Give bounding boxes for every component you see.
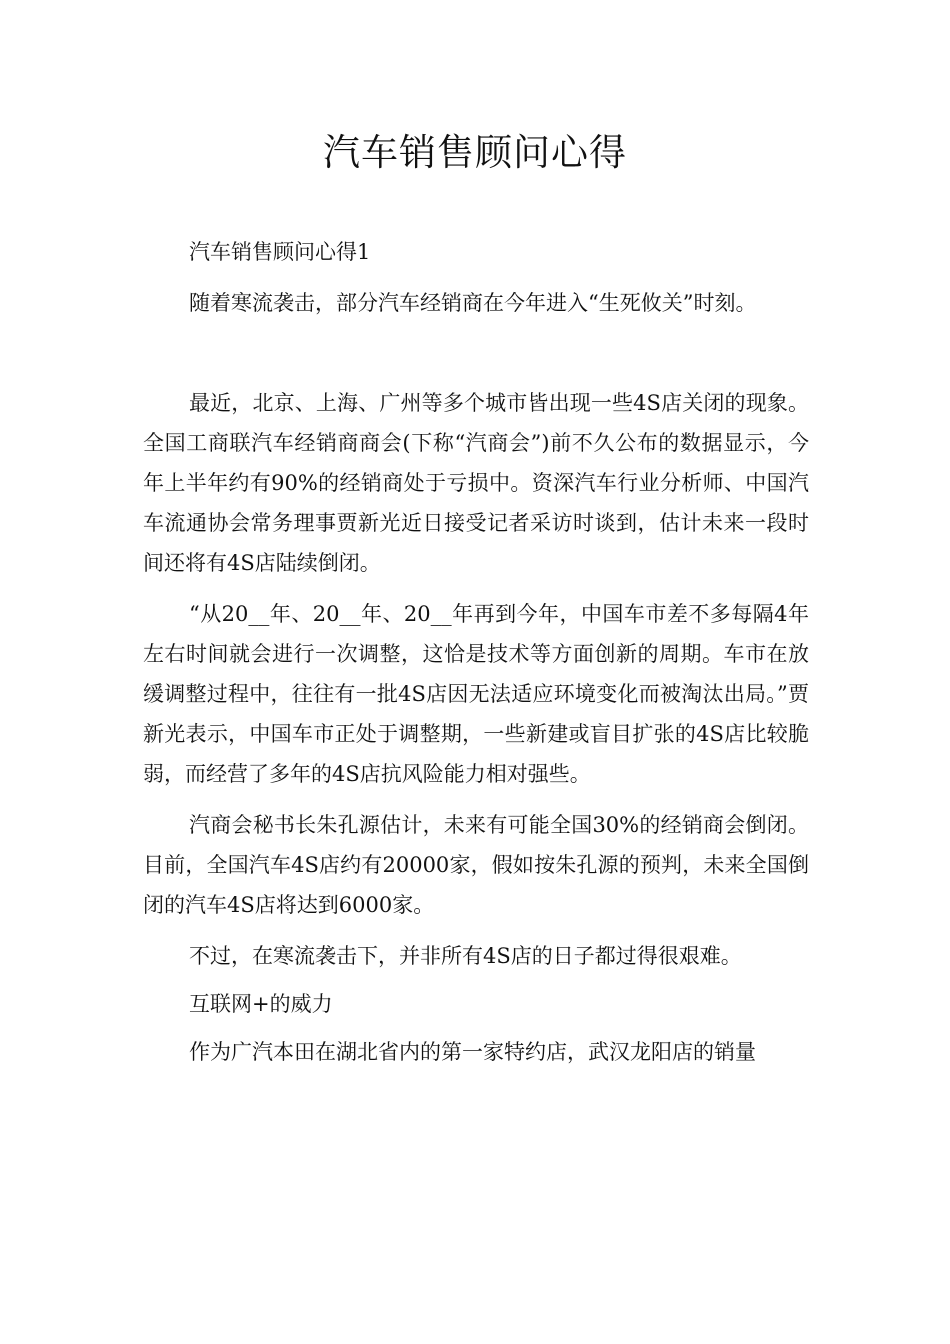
- paragraph: “从20__年、20__年、20__年再到今年，中国车市差不多每隔4年左右时间就会进行一次调整，这恰是技术等方面创新的周期。车市在放缓调整过程中，往往有一批4S店因无法适应环境变化而被淘汰出局。”贾新光表示，中国车市正处于调整期，一些新建或盲目扩张的4S店比较脆弱，而经营了多年的4S店抗风险能力相对强些。: [143, 602, 809, 786]
- paragraph: 汽商会秘书长朱孔源估计，未来有可能全国30%的经销商会倒闭。目前，全国汽车4S店约有20000家，假如按朱孔源的预判，未来全国倒闭的汽车4S店将达到6000家。: [143, 813, 809, 917]
- subheading: 互联网+的威力: [189, 992, 333, 1016]
- document-body: [143, 232, 809, 1083]
- section-heading: 汽车销售顾问心得1: [189, 240, 371, 264]
- page-title: 汽车销售顾问心得: [323, 131, 627, 174]
- paragraph: 随着寒流袭击，部分汽车经销商在今年进入“生死攸关”时刻。: [189, 291, 757, 315]
- paragraph: 最近，北京、上海、广州等多个城市皆出现一些4S店关闭的现象。全国工商联汽车经销商商会(下称“汽商会”)前不久公布的数据显示，今年上半年约有90%的经销商处于亏损中。资深汽车行业分析师、中国汽车流通协会常务理事贾新光近日接受记者采访时谈到，估计未来一段时间还将有4S店陆续倒闭。: [143, 391, 809, 575]
- paragraph: 不过，在寒流袭击下，并非所有4S店的日子都过得很艰难。: [189, 944, 742, 968]
- paragraph: 作为广汽本田在湖北省内的第一家特约店，武汉龙阳店的销量: [189, 1040, 756, 1064]
